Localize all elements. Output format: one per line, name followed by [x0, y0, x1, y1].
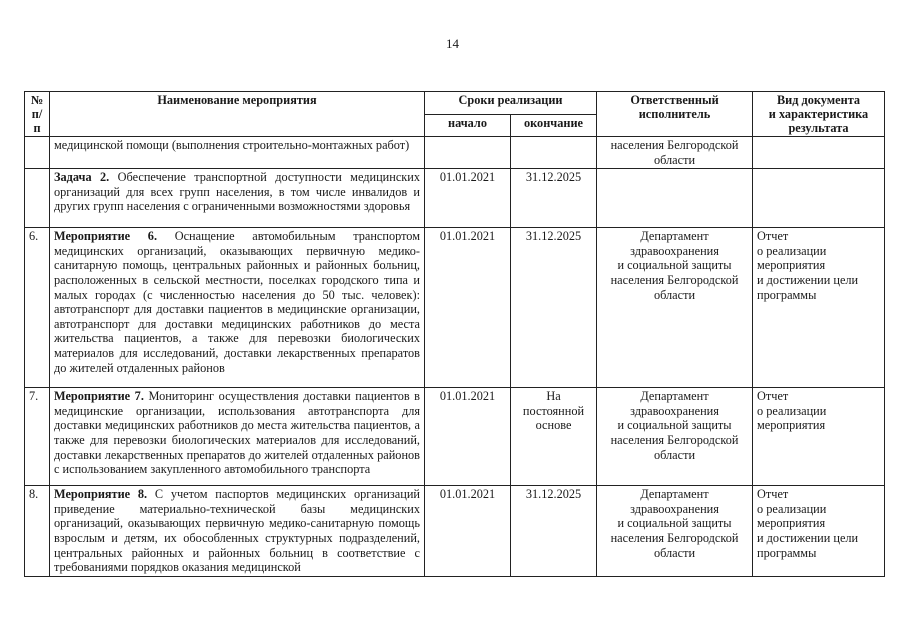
row-num [25, 169, 50, 228]
row-start: 01.01.2021 [425, 486, 511, 577]
header-doc: Вид документа и характеристика результата [753, 92, 885, 137]
row-doc [753, 137, 885, 169]
row-num [25, 137, 50, 169]
row-responsible: населения Белгородской области [597, 137, 753, 169]
row-num: 8. [25, 486, 50, 577]
row-text: Оснащение автомобильным транспортом медицинских организаций, оказывающих первичную медико-санитарную помощь, центральных районных и районных больниц, расположенных в сельской местности, поселках городского типа и малых городах (с численностью населения до 50 тыс. человек): автотранспорт для доставки пациентов в медицинские организации, автотранспорт для доставки медицинских работников до места жительства пациентов, а также для перевозки биологических материалов для исследований, доставки лекарственных препаратов до жителей отдаленных районов [54, 229, 420, 375]
row-start: 01.01.2021 [425, 388, 511, 486]
row-lead: Мероприятие 6. [54, 229, 158, 244]
row-lead: Мероприятие 8. [54, 487, 148, 502]
row-name [50, 228, 425, 388]
row-end [511, 137, 597, 169]
header-name: Наименование мероприятия [50, 92, 425, 137]
row-text: Мониторинг осуществления доставки пациентов в медицинские организации, использования автотранспорта для доставки медицинских работников до места жительства пациентов, а также для перевозки биологических материалов для исследований, доставки лекарственных препаратов до жителей отдаленных районов с использованием закупленного автомобильного транспорта [54, 389, 420, 477]
table-row [25, 228, 885, 388]
table-row [25, 388, 885, 486]
row-start: 01.01.2021 [425, 169, 511, 228]
table-row [25, 486, 885, 577]
table-row [25, 137, 885, 169]
row-name: медицинской помощи (выполнения строительно-монтажных работ) [50, 137, 425, 169]
row-end: 31.12.2025 [511, 228, 597, 388]
header-start: начало [425, 114, 511, 137]
row-name [50, 388, 425, 486]
row-responsible: Департамент здравоохранения и социальной защиты населения Белгородской области [597, 486, 753, 577]
row-responsible: Департамент здравоохранения и социальной защиты населения Белгородской области [597, 388, 753, 486]
row-text: С учетом паспортов медицинских организаций приведение материально-технической базы медицинских организаций, оказывающих первичную медико-санитарную помощь взрослым и детям, их обособленных структурных подразделений, центральных районных и районных больниц в соответствие с требованиями порядков оказания медицинской [54, 487, 420, 575]
row-name [50, 486, 425, 577]
row-end: 31.12.2025 [511, 169, 597, 228]
row-doc: Отчет о реализации мероприятия [753, 388, 885, 486]
row-responsible [597, 169, 753, 228]
header-responsible: Ответственный исполнитель [597, 92, 753, 137]
row-lead: Мероприятие 7. [54, 389, 144, 404]
table-row [25, 169, 885, 228]
row-responsible: Департамент здравоохранения и социальной защиты населения Белгородской области [597, 228, 753, 388]
row-end: 31.12.2025 [511, 486, 597, 577]
page-number: 14 [446, 36, 459, 51]
row-start [425, 137, 511, 169]
row-num: 6. [25, 228, 50, 388]
row-lead: Задача 2. [54, 170, 110, 185]
row-text: Обеспечение транспортной доступности медицинских организаций для всех групп населения, в том числе инвалидов и других групп населения с ограниченными возможностями здоровья [54, 170, 420, 214]
header-num: № п/п [25, 92, 50, 137]
activities-table [24, 91, 885, 577]
row-name [50, 169, 425, 228]
row-num: 7. [25, 388, 50, 486]
row-doc [753, 169, 885, 228]
header-period: Сроки реализации [425, 92, 597, 115]
row-doc: Отчет о реализации мероприятия и достижении цели программы [753, 228, 885, 388]
header-end: окончание [511, 114, 597, 137]
row-start: 01.01.2021 [425, 228, 511, 388]
row-end: На постоянной основе [511, 388, 597, 486]
row-doc: Отчет о реализации мероприятия и достижении цели программы [753, 486, 885, 577]
